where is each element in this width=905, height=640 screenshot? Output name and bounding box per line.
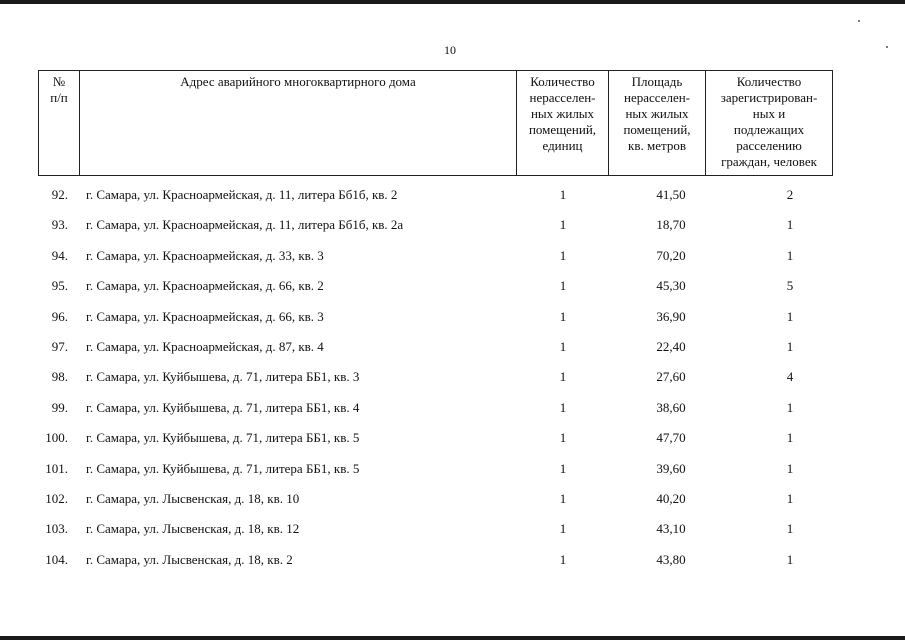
row-address: г. Самара, ул. Красноармейская, д. 66, кв. 2 <box>86 278 324 294</box>
row-area: 41,50 <box>656 187 686 202</box>
row-people: 4 <box>786 369 794 385</box>
row-area: 38,60 <box>656 399 686 415</box>
page-number: 10 <box>444 43 456 57</box>
row-units: 1 <box>559 490 567 506</box>
row-people: 1 <box>786 217 794 233</box>
row-number: 103. <box>45 521 68 537</box>
row-address: г. Самара, ул. Красноармейская, д. 11, литера Бб1б, кв. 2 <box>86 187 398 202</box>
row-people: 1 <box>786 430 794 446</box>
row-number: 102. <box>45 490 68 506</box>
table-header <box>38 70 833 176</box>
table-row <box>38 514 832 544</box>
header-address: Адрес аварийного многоквартирного дома <box>80 71 517 176</box>
row-address: г. Самара, ул. Лысвенская, д. 18, кв. 10 <box>86 490 300 506</box>
row-address: г. Самара, ул. Куйбышева, д. 71, литера ББ1, кв. 5 <box>86 460 360 476</box>
row-area: 39,60 <box>656 460 686 476</box>
row-people: 1 <box>786 490 794 506</box>
row-area: 18,70 <box>656 217 686 233</box>
row-units: 1 <box>559 460 567 476</box>
row-units: 1 <box>559 551 567 567</box>
row-area: 27,60 <box>656 369 686 385</box>
row-area: 22,40 <box>656 338 686 354</box>
row-number: 92. <box>51 187 68 202</box>
header-area: Площадь нерасселен- ных жилых помещений, кв. метров <box>609 71 706 176</box>
top-border <box>0 0 905 4</box>
row-people: 5 <box>786 278 794 294</box>
table-row <box>38 362 832 392</box>
row-people: 1 <box>786 460 794 476</box>
row-people: 1 <box>786 338 794 354</box>
table-row <box>38 454 832 484</box>
row-units: 1 <box>559 338 567 354</box>
row-units: 1 <box>559 247 567 263</box>
row-address: г. Самара, ул. Красноармейская, д. 11, литера Бб1б, кв. 2а <box>86 217 404 233</box>
row-number: 95. <box>51 278 68 294</box>
row-people: 2 <box>786 187 794 202</box>
row-units: 1 <box>559 430 567 446</box>
table-row <box>38 545 832 575</box>
row-area: 43,80 <box>656 551 686 567</box>
row-people: 1 <box>786 521 794 537</box>
header-row-number: № п/п <box>39 71 80 176</box>
row-address: г. Самара, ул. Красноармейская, д. 66, кв. 3 <box>86 308 324 324</box>
row-area: 70,20 <box>656 247 686 263</box>
row-number: 101. <box>45 460 68 476</box>
bottom-border <box>0 636 905 640</box>
row-people: 1 <box>786 551 794 567</box>
row-people: 1 <box>786 399 794 415</box>
row-number: 93. <box>51 217 68 233</box>
table-row <box>38 484 832 514</box>
row-address: г. Самара, ул. Красноармейская, д. 87, кв. 4 <box>86 338 324 354</box>
row-units: 1 <box>559 217 567 233</box>
row-number: 100. <box>45 430 68 446</box>
table-body <box>38 180 832 575</box>
row-people: 1 <box>786 308 794 324</box>
row-area: 40,20 <box>656 490 686 506</box>
table-row <box>38 210 832 240</box>
row-address: г. Самара, ул. Куйбышева, д. 71, литера ББ1, кв. 4 <box>86 399 360 415</box>
row-area: 47,70 <box>656 430 686 446</box>
row-address: г. Самара, ул. Куйбышева, д. 71, литера ББ1, кв. 3 <box>86 369 360 385</box>
table-row <box>38 423 832 453</box>
scan-speck <box>886 46 888 48</box>
table-row <box>38 271 832 301</box>
table-row <box>38 241 832 271</box>
row-number: 96. <box>51 308 68 324</box>
row-units: 1 <box>559 278 567 294</box>
row-number: 104. <box>45 551 68 567</box>
header-people-count: Количество зарегистрирован- ных и подлежащих расселению граждан, человек <box>706 71 833 176</box>
row-units: 1 <box>559 187 567 202</box>
row-area: 43,10 <box>656 521 686 537</box>
row-units: 1 <box>559 521 567 537</box>
row-units: 1 <box>559 399 567 415</box>
row-address: г. Самара, ул. Куйбышева, д. 71, литера ББ1, кв. 5 <box>86 430 360 446</box>
table-row <box>38 393 832 423</box>
table-row <box>38 180 832 210</box>
table-row <box>38 302 832 332</box>
header-units-count: Количество нерасселен- ных жилых помещений, единиц <box>517 71 609 176</box>
row-address: г. Самара, ул. Красноармейская, д. 33, кв. 3 <box>86 247 324 263</box>
scan-speck <box>858 20 860 22</box>
row-units: 1 <box>559 308 567 324</box>
row-number: 98. <box>51 369 68 385</box>
row-number: 97. <box>51 338 68 354</box>
row-address: г. Самара, ул. Лысвенская, д. 18, кв. 2 <box>86 551 293 567</box>
row-area: 36,90 <box>656 308 686 324</box>
row-area: 45,30 <box>656 278 686 294</box>
table-row <box>38 332 832 362</box>
row-address: г. Самара, ул. Лысвенская, д. 18, кв. 12 <box>86 521 300 537</box>
row-number: 94. <box>51 247 68 263</box>
row-people: 1 <box>786 247 794 263</box>
row-units: 1 <box>559 369 567 385</box>
row-number: 99. <box>51 399 68 415</box>
